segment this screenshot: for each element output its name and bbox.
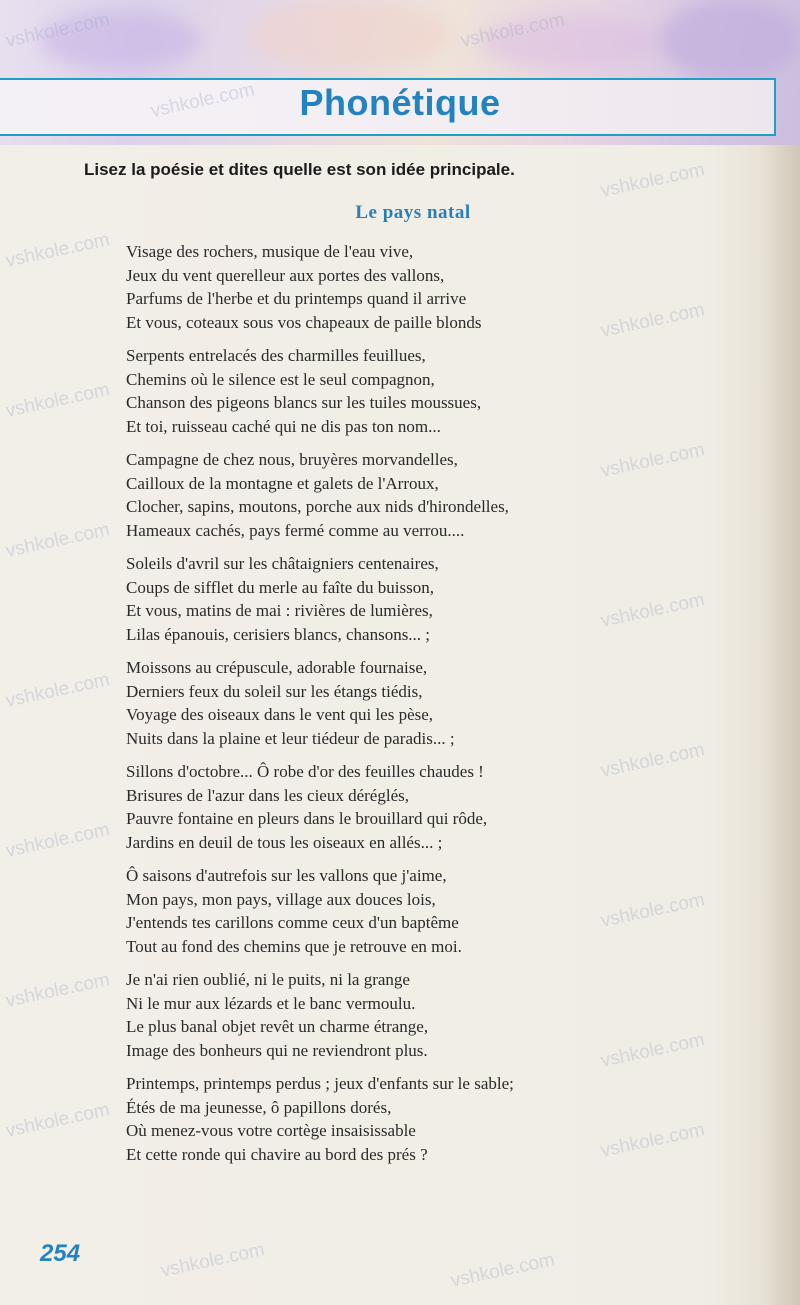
poem-line: Cailloux de la montagne et galets de l'Arroux, (126, 473, 439, 493)
poem-line: Derniers feux du soleil sur les étangs tiédis, (126, 681, 423, 701)
poem-stanza (126, 968, 514, 1062)
watermark-text: vshkole.com (598, 1119, 707, 1162)
watermark-text: vshkole.com (598, 439, 707, 482)
poem-line: Ni le mur aux lézards et le banc vermoulu. (126, 993, 416, 1013)
poem-stanza (126, 448, 514, 542)
exercise-instruction: Lisez la poésie et dites quelle est son idée principale. (84, 160, 515, 179)
watermark-text: vshkole.com (598, 159, 707, 202)
poem-line: Parfums de l'herbe et du printemps quand il arrive (126, 289, 467, 308)
page-number: 254 (40, 1240, 81, 1267)
poem-line: Image des bonheurs qui ne reviendront plus. (126, 1040, 428, 1060)
watermark-text: vshkole.com (3, 1099, 112, 1142)
poem-line: Moissons au crépuscule, adorable fournaise, (126, 658, 428, 677)
poem-line: Nuits dans la plaine et leur tiédeur de paradis... ; (126, 728, 455, 748)
watermark-text: vshkole.com (598, 889, 707, 932)
poem-line: Clocher, sapins, moutons, porche aux nids d'hirondelles, (126, 497, 509, 516)
poem-line: Serpents entrelacés des charmilles feuillues, (126, 346, 426, 365)
poem-stanza (126, 344, 514, 438)
poem-line: Chemins où le silence est le seul compagnon, (126, 369, 435, 389)
watermark-text: vshkole.com (3, 229, 112, 272)
poem-line: Voyage des oiseaux dans le vent qui les pèse, (126, 705, 434, 724)
poem-line: Ô saisons d'autrefois sur les vallons que j'aime, (126, 866, 447, 885)
poem-line: Et cette ronde qui chavire au bord des prés ? (126, 1144, 428, 1164)
poem-line: Et toi, ruisseau caché qui ne dis pas ton nom... (126, 416, 441, 436)
poem-line: Sillons d'octobre... Ô robe d'or des feuilles chaudes ! (126, 762, 484, 781)
poem-stanza (126, 864, 514, 958)
watermark-text: vshkole.com (3, 9, 112, 52)
watermark-text: vshkole.com (598, 299, 707, 342)
poem-body (126, 240, 514, 1176)
watermark-text: vshkole.com (598, 589, 707, 632)
watermark-text: vshkole.com (3, 969, 112, 1012)
poem-line: Campagne de chez nous, bruyères morvandelles, (126, 450, 458, 469)
poem-line: Et vous, matins de mai : rivières de lumières, (126, 601, 433, 620)
poem-line: Chanson des pigeons blancs sur les tuiles moussues, (126, 393, 482, 412)
poem-line: Brisures de l'azur dans les cieux déréglés, (126, 785, 409, 805)
poem-line: Visage des rochers, musique de l'eau vive, (126, 242, 414, 261)
poem-stanza (126, 656, 514, 750)
watermark-text: vshkole.com (3, 669, 112, 712)
poem-line: Étés de ma jeunesse, ô papillons dorés, (126, 1097, 392, 1117)
poem-line: Mon pays, mon pays, village aux douces lois, (126, 889, 436, 909)
poem-stanza (126, 552, 514, 646)
poem-line: Printemps, printemps perdus ; jeux d'enfants sur le sable; (126, 1074, 514, 1093)
poem-line: Jeux du vent querelleur aux portes des vallons, (126, 265, 445, 285)
poem-line: Tout au fond des chemins que je retrouve en moi. (126, 936, 462, 956)
watermark-text: vshkole.com (3, 379, 112, 422)
watermark-text: vshkole.com (598, 1029, 707, 1072)
watermark-text: vshkole.com (448, 1249, 557, 1292)
poem-line: Lilas épanouis, cerisiers blancs, chansons... ; (126, 624, 431, 644)
watermark-text: vshkole.com (158, 1239, 267, 1282)
poem-stanza (126, 1072, 514, 1166)
watermark-text: vshkole.com (148, 79, 257, 122)
poem-stanza (126, 240, 514, 334)
watermark-text: vshkole.com (458, 9, 567, 52)
poem-line: Jardins en deuil de tous les oiseaux en allés... ; (126, 832, 443, 852)
poem-title: Le pays natal (355, 202, 471, 223)
watermark-text: vshkole.com (3, 819, 112, 862)
page-title: Phonétique (299, 82, 501, 123)
poem-line: Hameaux cachés, pays fermé comme au verrou.... (126, 520, 465, 540)
poem-line: Pauvre fontaine en pleurs dans le brouillard qui rôde, (126, 809, 488, 828)
poem-line: Je n'ai rien oublié, ni le puits, ni la grange (126, 970, 410, 989)
watermark-text: vshkole.com (598, 739, 707, 782)
poem-line: Et vous, coteaux sous vos chapeaux de paille blonds (126, 312, 482, 332)
poem-line: Coups de sifflet du merle au faîte du buisson, (126, 577, 434, 597)
poem-line: J'entends tes carillons comme ceux d'un baptême (126, 913, 459, 932)
watermark-text: vshkole.com (3, 519, 112, 562)
poem-stanza (126, 760, 514, 854)
poem-line: Où menez-vous votre cortège insaisissable (126, 1121, 416, 1140)
poem-line: Soleils d'avril sur les châtaigniers centenaires, (126, 554, 439, 573)
poem-line: Le plus banal objet revêt un charme étrange, (126, 1017, 429, 1036)
